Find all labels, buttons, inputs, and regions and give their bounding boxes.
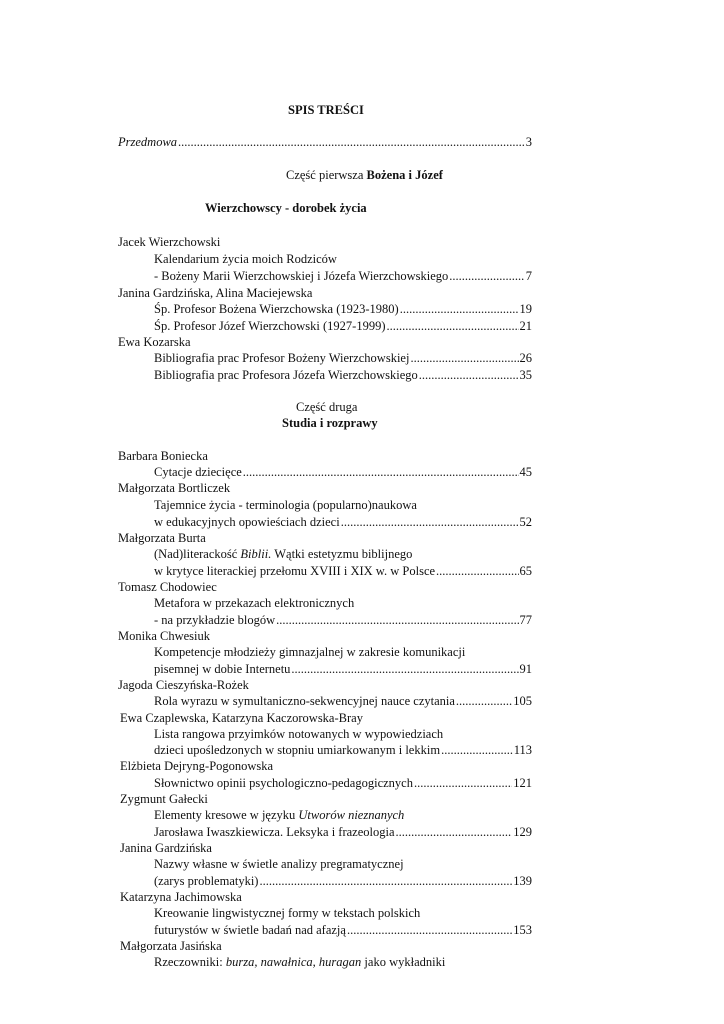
- page-number: 3: [525, 135, 532, 149]
- toc-entry-title[interactable]: Nazwy własne w świetle analizy pregramatycznej: [154, 857, 404, 871]
- toc-entry[interactable]: [154, 516, 532, 529]
- title-part-italic: Utworów nieznanych: [298, 808, 405, 822]
- toc-entry-title[interactable]: [154, 548, 412, 561]
- leader-dots: [243, 466, 519, 479]
- page-number: 121: [513, 776, 532, 790]
- toc-author: Małgorzata Burta: [118, 531, 206, 545]
- toc-entry-title[interactable]: [154, 956, 445, 969]
- toc-entry-title: futurystów w świetle badań nad afazją: [154, 923, 346, 937]
- page-number: 91: [519, 662, 532, 676]
- page-number: 113: [513, 743, 532, 757]
- toc-author: Tomasz Chodowiec: [118, 580, 217, 594]
- toc-author: Elżbieta Dejryng-Pogonowska: [120, 759, 274, 773]
- page-number: 139: [513, 874, 532, 888]
- page-number: 153: [513, 923, 532, 937]
- toc-entry-title[interactable]: Kalendarium życia moich Rodziców: [154, 252, 337, 266]
- leader-dots: [178, 136, 525, 149]
- leader-dots: [291, 663, 518, 676]
- leader-dots: [441, 744, 513, 757]
- toc-author: Jacek Wierzchowski: [118, 235, 221, 249]
- toc-entry-title: pisemnej w dobie Internetu: [154, 662, 291, 676]
- toc-author: Małgorzata Bortliczek: [118, 481, 231, 495]
- title-part: Rzeczowniki:: [154, 955, 226, 969]
- leader-dots: [276, 614, 518, 627]
- leader-dots: [259, 875, 512, 888]
- toc-entry[interactable]: [154, 744, 532, 757]
- leader-dots: [396, 826, 513, 839]
- leader-dots: [436, 565, 518, 578]
- leader-dots: [410, 352, 518, 365]
- part-heading-prefix: Część pierwsza: [286, 168, 367, 182]
- leader-dots: [449, 270, 524, 283]
- toc-entry-title: dzieci upośledzonych w stopniu umiarkowanym i lekkim: [154, 743, 441, 757]
- toc-entry-title[interactable]: Kreowanie lingwistycznej formy w tekstach polskich: [154, 906, 421, 920]
- toc-entry-title: Bibliografia prac Profesora Józefa Wierzchowskiego: [154, 368, 418, 382]
- toc-author: Janina Gardzińska: [120, 841, 212, 855]
- toc-entry[interactable]: [154, 565, 532, 578]
- toc-entry-title: - na przykładzie blogów: [154, 613, 276, 627]
- page-number: 7: [525, 269, 532, 283]
- toc-author: Ewa Czaplewska, Katarzyna Kaczorowska-Bray: [120, 711, 363, 725]
- toc-entry[interactable]: [154, 614, 532, 627]
- toc-entry[interactable]: [154, 924, 532, 937]
- title-part: Elementy kresowe w języku: [154, 808, 299, 822]
- toc-entry-title[interactable]: Tajemnice życia - terminologia (popularno)naukowa: [154, 498, 417, 512]
- toc-entry-title[interactable]: Kompetencje młodzieży gimnazjalnej w zakresie komunikacji: [154, 645, 466, 659]
- leader-dots: [347, 924, 512, 937]
- toc-entry-title[interactable]: [154, 809, 404, 822]
- toc-entry-title: Śp. Profesor Józef Wierzchowski (1927-1999): [154, 319, 386, 333]
- toc-entry[interactable]: [154, 875, 532, 888]
- page-number: 65: [519, 564, 532, 578]
- page-title: SPIS TREŚCI: [288, 103, 364, 117]
- toc-entry[interactable]: [154, 303, 532, 316]
- page-number: 19: [519, 302, 532, 316]
- toc-entry-title: w edukacyjnych opowieściach dzieci: [154, 515, 340, 529]
- toc-entry[interactable]: [154, 320, 532, 333]
- toc-entry-title: Rola wyrazu w symultaniczno-sekwencyjnej nauce czytania: [154, 694, 455, 708]
- toc-entry-title: Jarosława Iwaszkiewicza. Leksyka i frazeologia: [154, 825, 395, 839]
- part-heading: [286, 169, 443, 182]
- page-number: 129: [513, 825, 532, 839]
- leader-dots: [419, 369, 519, 382]
- toc-entry[interactable]: [154, 663, 532, 676]
- toc-entry[interactable]: [154, 369, 532, 382]
- toc-author: Monika Chwesiuk: [118, 629, 211, 643]
- leader-dots: [387, 320, 519, 333]
- page-number: 105: [513, 694, 532, 708]
- title-part-italic: burza, nawałnica, huragan: [225, 955, 362, 969]
- toc-entry[interactable]: [154, 466, 532, 479]
- page-number: 35: [519, 368, 532, 382]
- leader-dots: [456, 695, 512, 708]
- part-subheading: Wierzchowscy - dorobek życia: [205, 201, 367, 215]
- toc-author: Małgorzata Jasińska: [120, 939, 222, 953]
- toc-author: Barbara Boniecka: [118, 449, 208, 463]
- part-heading-bold: Bożena i Józef: [366, 168, 443, 182]
- leader-dots: [341, 516, 519, 529]
- page-number: 52: [519, 515, 532, 529]
- toc-entry-title: Cytacje dziecięce: [154, 465, 242, 479]
- leader-dots: [414, 777, 512, 790]
- toc-entry[interactable]: [154, 270, 532, 283]
- toc-entry[interactable]: [154, 352, 532, 365]
- toc-author: Katarzyna Jachimowska: [120, 890, 242, 904]
- toc-entry-title[interactable]: Lista rangowa przyimków notowanych w wypowiedziach: [154, 727, 444, 741]
- toc-author: Jagoda Cieszyńska-Rożek: [118, 678, 249, 692]
- leader-dots: [400, 303, 519, 316]
- toc-author: Janina Gardzińska, Alina Maciejewska: [118, 286, 313, 300]
- part-subheading: Studia i rozprawy: [282, 416, 378, 430]
- title-part: (Nad)literackość: [154, 547, 241, 561]
- page-number: 77: [519, 613, 532, 627]
- title-part: Wątki estetyzmu biblijnego: [271, 547, 413, 561]
- toc-author: Ewa Kozarska: [118, 335, 191, 349]
- toc-entry-intro[interactable]: [118, 136, 532, 149]
- toc-entry-title: Przedmowa: [118, 135, 178, 149]
- toc-entry[interactable]: [154, 695, 532, 708]
- part-heading: Część druga: [296, 400, 358, 414]
- title-part-italic: Biblii.: [240, 547, 272, 561]
- page-number: 21: [519, 319, 532, 333]
- toc-entry[interactable]: [154, 777, 532, 790]
- toc-entry-title: (zarys problematyki): [154, 874, 259, 888]
- toc-entry-title: Śp. Profesor Bożena Wierzchowska (1923-1980): [154, 302, 399, 316]
- toc-entry-title[interactable]: Metafora w przekazach elektronicznych: [154, 596, 355, 610]
- toc-entry-title: Słownictwo opinii psychologiczno-pedagogicznych: [154, 776, 413, 790]
- toc-entry[interactable]: [154, 826, 532, 839]
- toc-entry-title: Bibliografia prac Profesor Bożeny Wierzchowskiej: [154, 351, 410, 365]
- toc-author: Zygmunt Gałecki: [120, 792, 208, 806]
- title-part: jako wykładniki: [361, 955, 446, 969]
- toc-entry-title: w krytyce literackiej przełomu XVIII i XIX w. w Polsce: [154, 564, 436, 578]
- page-number: 45: [519, 465, 532, 479]
- page-number: 26: [519, 351, 532, 365]
- toc-entry-title: - Bożeny Marii Wierzchowskiej i Józefa Wierzchowskiego: [154, 269, 449, 283]
